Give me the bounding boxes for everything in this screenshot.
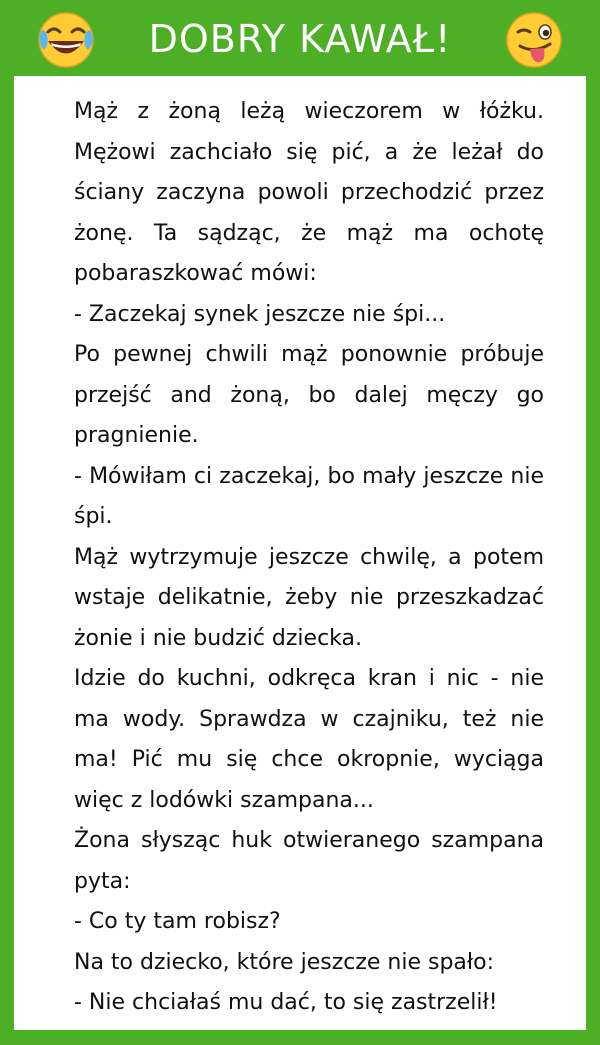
joke-paragraph: - Zaczekaj synek jeszcze nie śpi... [74,301,446,327]
joke-text [74,92,544,1024]
joke-paragraph: - Mówiłam ci zaczekaj, bo mały jeszcze nie śpi. [74,463,544,529]
joke-paragraph: Mąż z żoną leżą wieczorem w łóżku. Mężowi zachciało się pić, a że leżał do ściany zaczyna powoli przechodzić przez żonę. Ta sądząc, że mąż ma ochotę pobaraszkować mówi: [74,99,544,286]
joke-paragraph: Po pewnej chwili mąż ponownie próbuje przejść and żoną, bo dalej męczy go pragnienie. [74,342,544,448]
joke-paragraph: Mąż wytrzymuje jeszcze chwilę, a potem wstaje delikatnie, żeby nie przeszkadzać żonie i nie budzić dziecka. [74,544,544,651]
winking-tongue-emoji-icon [502,8,566,72]
joke-paragraph: - Co ty tam robisz? [74,909,281,934]
joke-panel [14,76,586,1030]
joke-paragraph: Na to dziecko, które jeszcze nie spało: [74,949,495,975]
page-title: DOBRY KAWAŁ! [148,17,452,61]
header [0,0,600,78]
joke-paragraph: Idzie do kuchni, odkręca kran i nic - nie ma wody. Sprawdza w czajniku, też nie ma! Pić mu się chce okropnie, wyciąga więc z lodówki szampana... [74,666,544,813]
joke-paragraph: Żona słysząc huk otwieranego szampana pyta: [74,828,544,894]
joke-paragraph: - Nie chciałaś mu dać, to się zastrzelił! [74,990,498,1015]
